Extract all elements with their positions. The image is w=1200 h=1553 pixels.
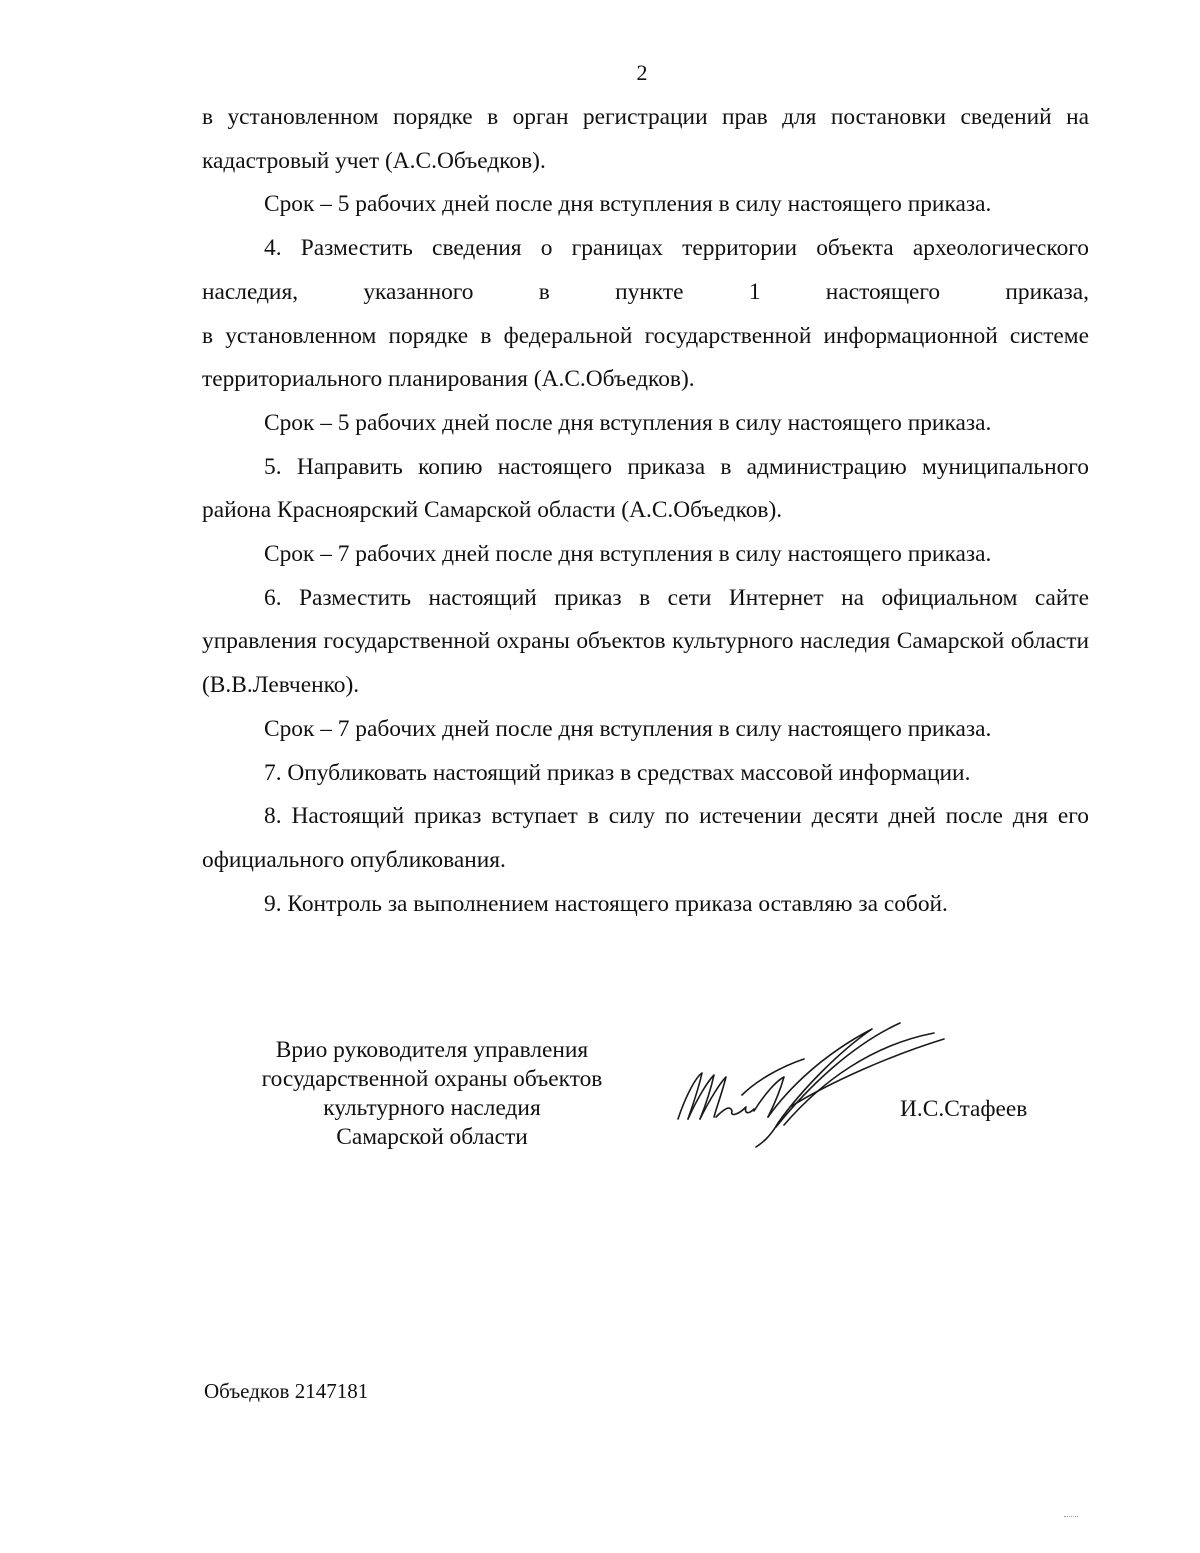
signatory-title-line: государственной охраны объектов bbox=[261, 1066, 603, 1092]
paragraph: 9. Контроль за выполнением настоящего приказа оставляю за собой. bbox=[264, 890, 948, 917]
page-number: 2 bbox=[636, 60, 648, 85]
paragraph: в установленном порядке в федеральной государственной информационной системе территориального планирования (А.С.Объедков). bbox=[202, 322, 1089, 393]
signatory-name: И.С.Стафеев bbox=[900, 1096, 1028, 1122]
signatory-title-line: Самарской области bbox=[336, 1124, 528, 1150]
paragraph: 4. Разместить сведения о границах территории объекта археологического наследия, указанного в пункте 1 настоящего приказа, bbox=[202, 235, 1089, 305]
signatory-title-line: культурного наследия bbox=[323, 1095, 541, 1121]
executor-note: Объедков 2147181 bbox=[204, 1379, 369, 1403]
paragraph: 6. Разместить настоящий приказ в сети Интернет на официальном сайте управления государственной охраны объектов культурного наследия Самарской области (В.В.Левченко). bbox=[202, 584, 1089, 699]
paragraph: в установленном порядке в орган регистрации прав для постановки сведений на кадастровый учет (А.С.Объедков). bbox=[202, 104, 1089, 174]
handwritten-signature bbox=[672, 1015, 952, 1155]
paragraph: Срок – 7 рабочих дней после дня вступления в силу настоящего приказа. bbox=[264, 715, 992, 742]
paragraph: 7. Опубликовать настоящий приказ в средствах массовой информации. bbox=[264, 759, 971, 786]
scan-artifact bbox=[1064, 1516, 1078, 1519]
signatory-title bbox=[222, 1036, 642, 1152]
paragraph: Срок – 5 рабочих дней после дня вступления в силу настоящего приказа. bbox=[264, 409, 992, 436]
paragraph: 5. Направить копию настоящего приказа в администрацию муниципального района Красноярский Самарской области (А.С.Объедков). bbox=[202, 453, 1089, 524]
signatory-title-line: Врио руководителя управления bbox=[275, 1037, 589, 1063]
paragraph: Срок – 7 рабочих дней после дня вступления в силу настоящего приказа. bbox=[264, 541, 992, 568]
paragraph: 8. Настоящий приказ вступает в силу по истечении десяти дней после дня его официального опубликования. bbox=[202, 803, 1089, 873]
paragraph: Срок – 5 рабочих дней после дня вступления в силу настоящего приказа. bbox=[264, 191, 992, 218]
document-body bbox=[202, 96, 1089, 926]
